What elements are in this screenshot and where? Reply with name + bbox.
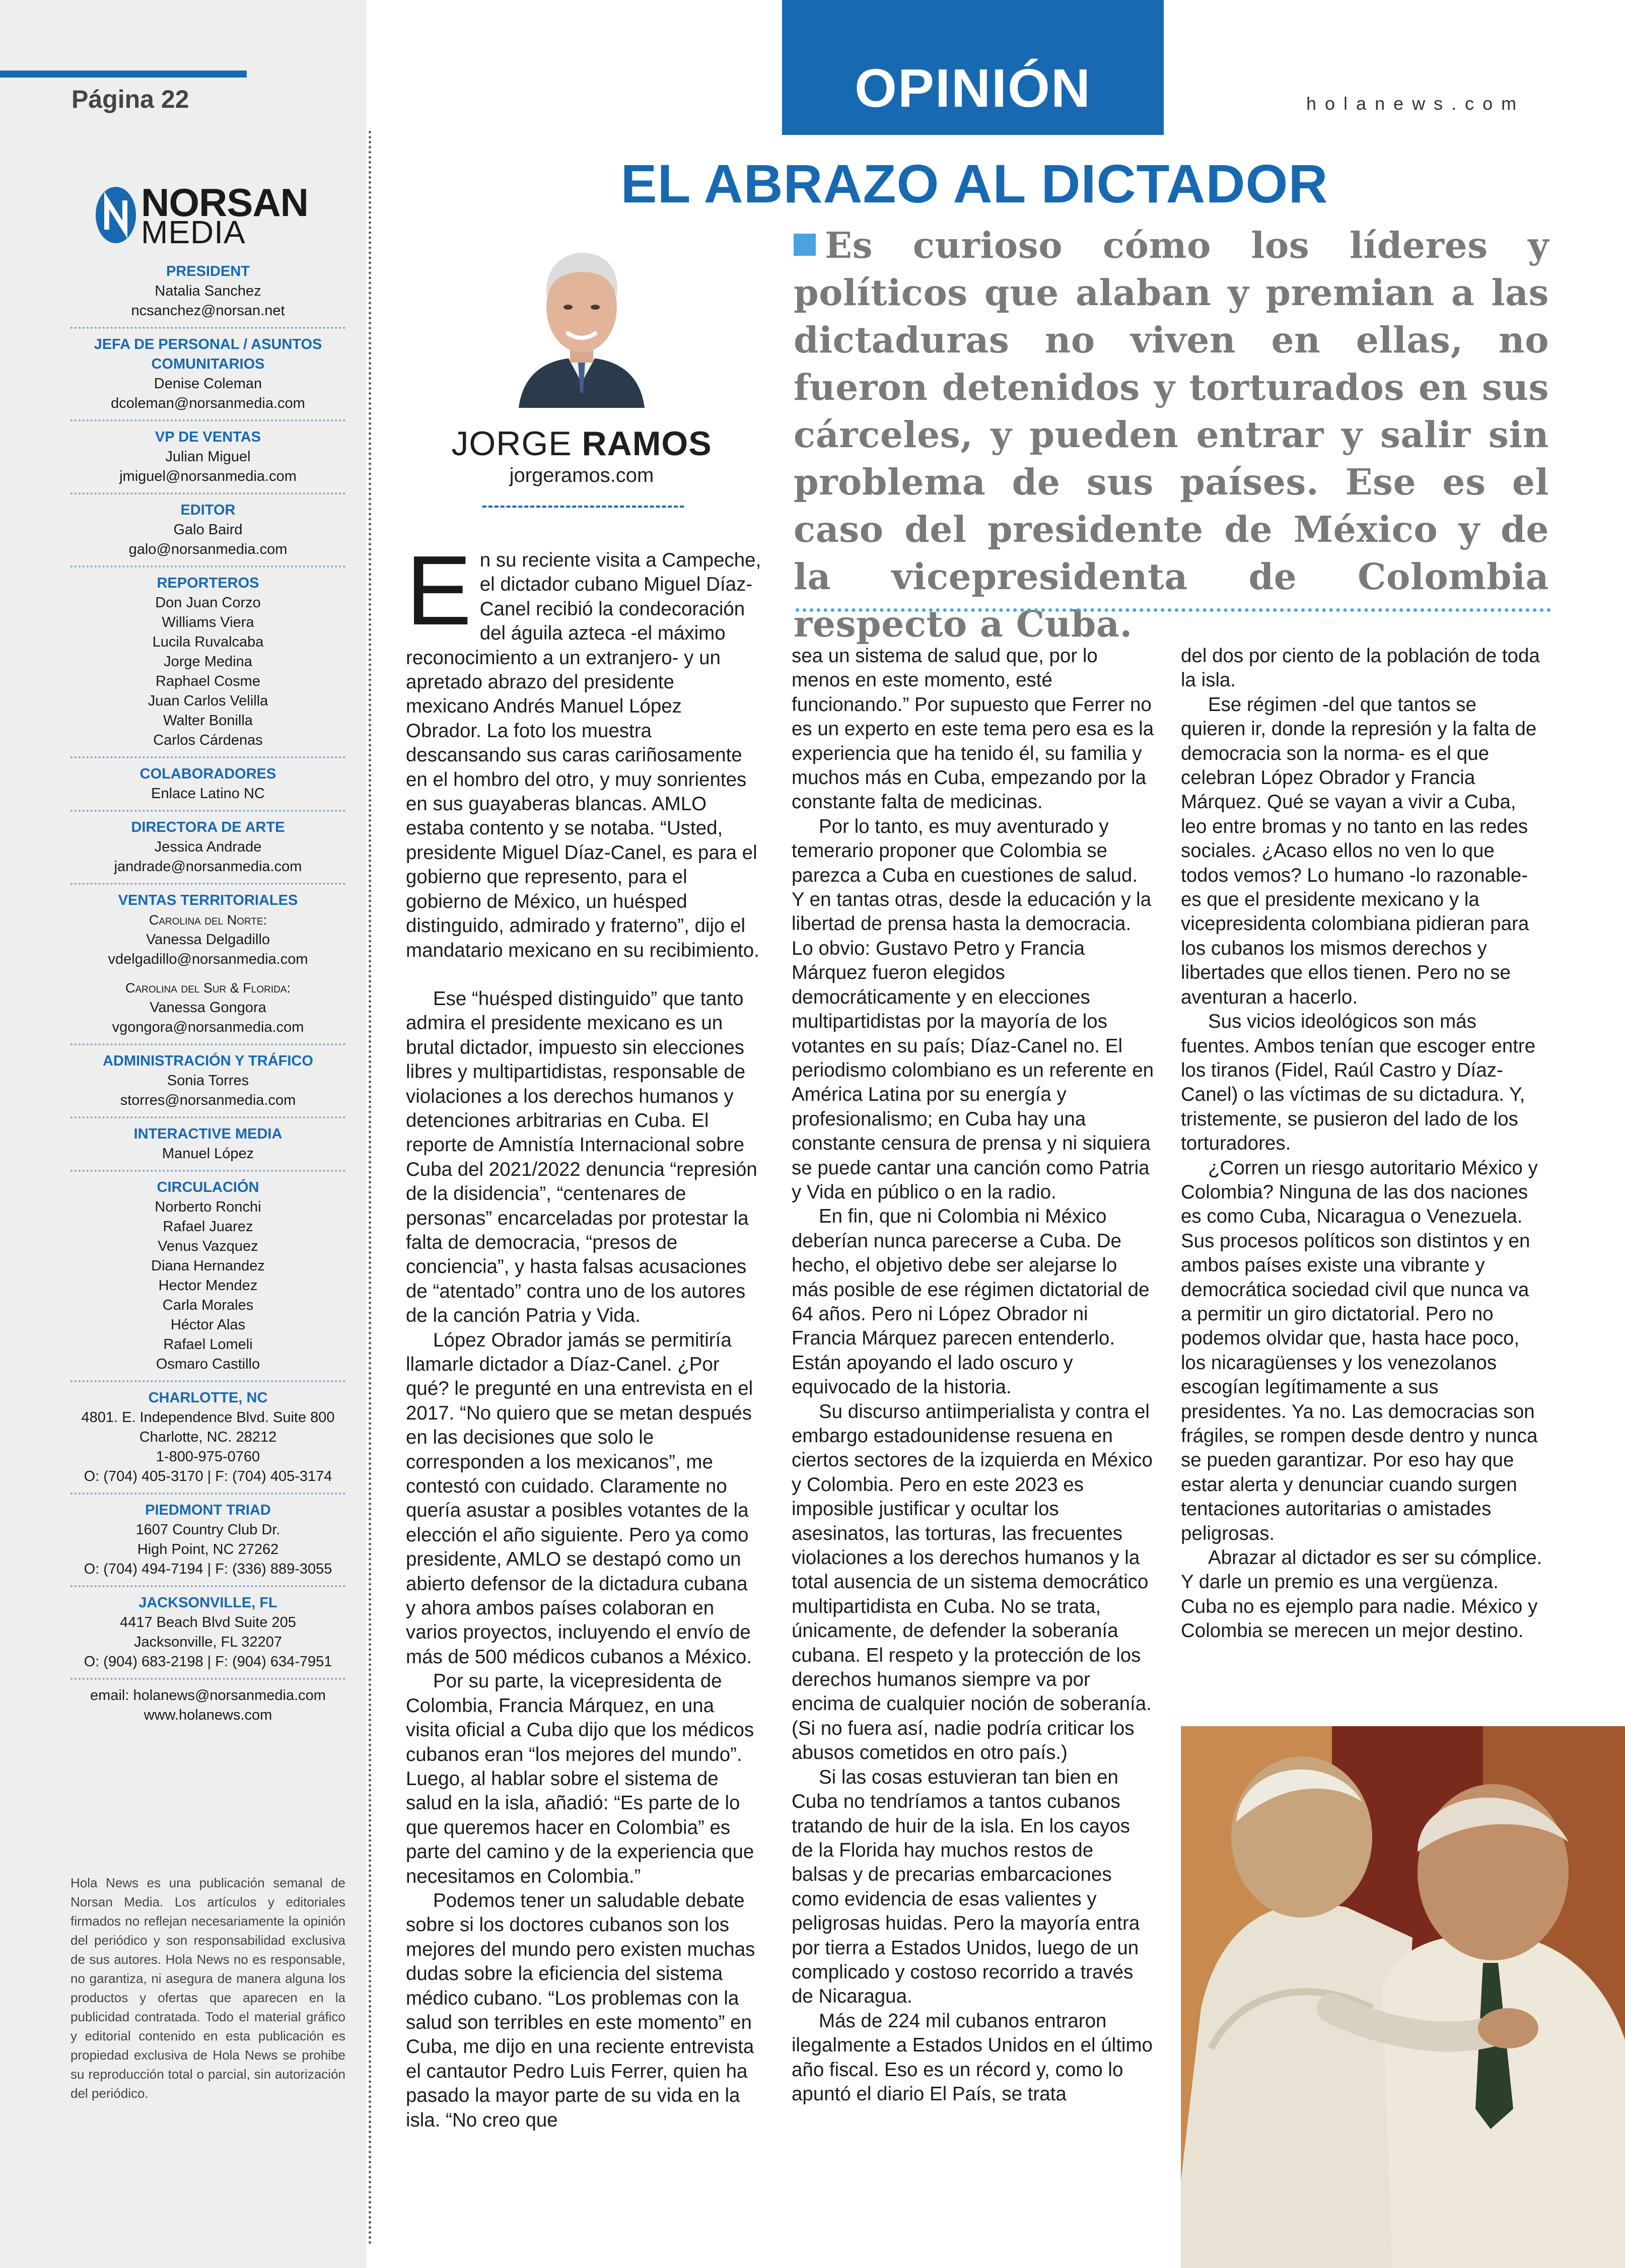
- masthead-line: Manuel López: [162, 1146, 254, 1162]
- masthead-separator: [70, 327, 345, 329]
- masthead-line: 4801. E. Independence Blvd. Suite 800: [81, 1409, 335, 1426]
- pull-quote-square-icon: [794, 234, 816, 256]
- masthead-separator: [70, 1585, 345, 1587]
- masthead-heading: JACKSONVILLE, FL: [138, 1595, 277, 1611]
- masthead-line: High Point, NC 27262: [137, 1541, 279, 1557]
- masthead-line: Carlos Cárdenas: [153, 732, 263, 748]
- article-column-1: [406, 535, 761, 2133]
- masthead-separator: [70, 1493, 345, 1495]
- masthead-line: Julian Miguel: [165, 449, 251, 465]
- masthead-line: 1607 Country Club Dr.: [135, 1522, 280, 1538]
- author-name: [433, 424, 730, 463]
- article-paragraph: Sus vicios ideológicos son más fuentes. Ambos tenían que escoger entre los tiranos (Fidel, Raúl Castro y Díaz-Canel) o las víctimas de su dictadura. Y, tristemente, se pusieron del lado de los torturadores.: [1181, 1011, 1536, 1155]
- drop-cap: E: [406, 535, 472, 646]
- article-paragraph: Ese régimen -del que tantos se quieren ir, donde la represión y la falta de democracia son la norma- es el que celebran López Obrador y Francia Márquez. Qué se vayan a vivir a Cuba, leo entre bromas y no tanto en las redes sociales. ¿Acaso ellos no ven lo que todos vemos? Lo humano -lo razonable- es que el presidente mexicano y la vicepresidenta colombiana pidieran para los cubanos los mismos derechos y libertades que ellos tienen. Pero no se aventuran a hacerlo.: [1181, 693, 1537, 1008]
- masthead-separator: [70, 1170, 345, 1172]
- masthead-line: Carolina del Sur & Florida:: [125, 980, 291, 996]
- masthead-line: Rafael Juarez: [163, 1219, 253, 1235]
- author-last-name: RAMOS: [582, 424, 712, 463]
- article-paragraph: Podemos tener un saludable debate sobre si los doctores cubanos son los mejores del mundo pero existen muchas dudas sobre la eficiencia del sistema médico cubano. “Los problemas con la salud son terribles en este momento” en Cuba, me dijo en una reciente entrevista el cantautor Pedro Luis Ferrer, quien ha pasado la mayor parte de su vida en la isla. “No creo que: [406, 1889, 755, 2131]
- masthead-heading: PRESIDENT: [166, 263, 250, 279]
- masthead-line: Charlotte, NC. 28212: [139, 1429, 277, 1445]
- masthead-line: vgongora@norsanmedia.com: [112, 1019, 304, 1035]
- masthead-line: Lucila Ruvalcaba: [152, 634, 264, 650]
- masthead-separator: [70, 1043, 345, 1045]
- article-paragraph: sea un sistema de salud que, por lo menos en este momento, esté funcionando.” Por supuesto que Ferrer no es un experto en este tema pero esa es la experiencia que ha tenido él, su familia y muchos más en Cuba, empezando por la constante falta de medicinas.: [792, 645, 1154, 813]
- masthead-line: Jessica Andrade: [154, 839, 262, 855]
- masthead-line: Jorge Medina: [164, 654, 252, 670]
- masthead-separator: [70, 565, 345, 568]
- author-photo: [509, 232, 655, 408]
- masthead-line: Hector Mendez: [158, 1278, 258, 1294]
- masthead-line: dcoleman@norsanmedia.com: [111, 395, 305, 411]
- sidebar-divider: [369, 131, 371, 2246]
- article-paragraph-text: n su reciente visita a Campeche, el dictador cubano Miguel Díaz-Canel recibió la condecoración del águila azteca -el máximo reconocimiento a un extranjero- y un apretado abrazo del presidente mexicano Andrés Manuel López Obrador. La foto los muestra descansando sus caras cariñosamente en el hombro del otro, y muy sonrientes en sus guayaberas blancas. AMLO estaba contento y se notaba. “Usted, presidente Miguel Díaz-Canel, es para el gobierno que represento, para el gobierno de México, un huésped distinguido, admirado y fraterno”, dijo el mandatario mexicano en su recibimiento.: [406, 549, 761, 961]
- article-paragraph: ¿Corren un riesgo autoritario México y Colombia? Ninguna de las dos naciones es como Cuba, Nicaragua o Venezuela. Sus procesos políticos son distintos y en ambos países existe una vibrante y democrática sociedad civil que nunca va a permitir un giro dictatorial. Pero no podemos olvidar que, hasta hace poco, los nicaragüenses y los venezolanos escogían legítimamente a sus presidentes. Ya no. Las democracias son frágiles, se rompen desde dentro y nunca se pueden garantizar. Por eso hay que estar alerta y denunciar cuando surgen tentaciones autoritarias o amistades peligrosas.: [1181, 1157, 1538, 1544]
- masthead-line: email: holanews@norsanmedia.com: [90, 1687, 326, 1704]
- site-url: holanews.com: [1306, 93, 1525, 114]
- masthead-line: Williams Viera: [162, 614, 254, 630]
- article-paragraph: En fin, que ni Colombia ni México deberían nunca parecerse a Cuba. De hecho, el objetivo debe ser alejarse lo más posible de ese régimen dictatorial de 64 años. Pero ni López Obrador ni Francia Márquez parecen entenderlo. Están apoyando el lado oscuro y equivocado de la historia.: [792, 1206, 1150, 1398]
- article-paragraph: del dos por ciento de la población de toda la isla.: [1181, 645, 1540, 691]
- article-paragraph: Más de 224 mil cubanos entraron ilegalmente a Estados Unidos en el último año fiscal. Eso es un récord y, como lo apuntó el diario El País, se trata: [792, 2010, 1153, 2105]
- masthead-line: Enlace Latino NC: [151, 786, 265, 802]
- article-paragraph: Por lo tanto, es muy aventurado y temerario proponer que Colombia se parezca a Cuba en cuestiones de salud. Y en tantas otras, desde la educación y la libertad de prensa hasta la democracia. Lo obvio: Gustavo Petro y Francia Márquez fueron elegidos democráticamente y en elecciones multipartidistas por la mayoría de los votantes en su país; Díaz-Canel no. El periodismo colombiano es un referente en América Latina por su energía y profesionalismo; en Cuba hay una constante censura de prensa y ni siquiera se puede cantar una canción como Patria y Vida en público o en la radio.: [792, 815, 1154, 1203]
- masthead-line: www.holanews.com: [144, 1707, 272, 1723]
- masthead-separator: [70, 419, 345, 421]
- masthead-separator: [70, 1116, 345, 1118]
- masthead-line: Carla Morales: [162, 1297, 254, 1313]
- author-website: jorgeramos.com: [509, 464, 654, 486]
- norsan-media-logo: [95, 182, 331, 248]
- masthead-heading: VP DE VENTAS: [155, 429, 261, 445]
- masthead-line: Vanessa Gongora: [150, 1000, 266, 1016]
- masthead-line: Osmaro Castillo: [156, 1356, 260, 1372]
- masthead-line: Natalia Sanchez: [155, 283, 261, 299]
- masthead-heading: ADMINISTRACIÓN Y TRÁFICO: [103, 1053, 313, 1069]
- masthead-line: 4417 Beach Blvd Suite 205: [120, 1614, 296, 1631]
- masthead-line: 1-800-975-0760: [156, 1449, 260, 1465]
- article-paragraph: [406, 535, 761, 963]
- masthead-line: Juan Carlos Velilla: [148, 693, 268, 709]
- masthead-line: Don Juan Corzo: [155, 595, 261, 611]
- masthead-line: Carolina del Norte:: [149, 912, 267, 928]
- masthead-heading: VENTAS TERRITORIALES: [118, 892, 298, 908]
- article-headline: EL ABRAZO AL DICTADOR: [620, 153, 1328, 214]
- masthead-line: O: (704) 405-3170 | F: (704) 405-3174: [84, 1468, 332, 1484]
- masthead-heading: COLABORADORES: [139, 766, 276, 782]
- article-paragraph: Ese “huésped distinguido” que tanto admira el presidente mexicano es un brutal dictador, impuesto sin elecciones libres y multipartidistas, responsable de violaciones a los derechos humanos y detenciones arbitrarias en Cuba. El reporte de Amnistía Internacional sobre Cuba del 2021/2022 denuncia “represión de la disidencia”, “centenares de personas” encarceladas por protestar la falta de democracia, “presos de conciencia”, y hasta falsas acusaciones de “atentado” contra uno de los autores de la canción Patria y Vida.: [406, 987, 757, 1327]
- masthead-line: O: (704) 494-7194 | F: (336) 889-3055: [84, 1561, 332, 1577]
- author-divider: [482, 506, 684, 508]
- publication-disclaimer: Hola News es una publicación semanal de Norsan Media. Los artículos y editoriales firmados no reflejan necesariamente la opinión del periódico y son responsabilidad exclusiva de sus autores. Hola News no es responsable, no garantiza, ni asegura de manera alguna los productos y ofertas que aparecen en la publicidad contratada. Todo el material gráfico y editorial contenido en esta publicación es propiedad exclusiva de Hola News se prohibe su reproducción total o parcial, sin autorización del periódico.: [70, 1875, 345, 2101]
- masthead-line: O: (904) 683-2198 | F: (904) 634-7951: [84, 1654, 332, 1670]
- article-column-3: [1181, 644, 1543, 1644]
- section-banner: [782, 0, 1164, 135]
- masthead-line: Sonia Torres: [167, 1073, 249, 1089]
- norsan-logo-icon: [95, 185, 137, 245]
- masthead-heading: EDITOR: [180, 502, 236, 518]
- masthead-separator: [70, 1678, 345, 1680]
- pull-quote: [794, 222, 1549, 648]
- article-paragraph: Por su parte, la vicepresidenta de Colombia, Francia Márquez, en una visita oficial a Cuba dijo que los médicos cubanos eran “los mejores del mundo”. Luego, al hablar sobre el sistema de salud en la isla, añadió: “Es parte de lo que queremos hacer en Colombia” es parte del camino y de la experiencia que necesitamos en Colombia.”: [406, 1670, 754, 1887]
- masthead-line: Walter Bonilla: [163, 713, 253, 729]
- section-title: OPINIÓN: [854, 57, 1092, 118]
- logo-word-norsan: NORSAN: [141, 180, 309, 225]
- masthead-heading: CHARLOTTE, NC: [148, 1390, 268, 1406]
- pull-quote-divider: [796, 608, 1551, 612]
- masthead-heading: INTERACTIVE MEDIA: [133, 1126, 282, 1142]
- logo-word-media: MEDIA: [141, 214, 246, 250]
- masthead-line: Galo Baird: [173, 522, 243, 538]
- masthead-line: Venus Vazquez: [158, 1238, 258, 1254]
- masthead-line: Héctor Alas: [170, 1317, 246, 1333]
- masthead-line: Denise Coleman: [154, 376, 262, 392]
- sidebar-masthead: [0, 0, 367, 2268]
- masthead-separator: [70, 1380, 345, 1382]
- masthead-gap: [70, 969, 345, 978]
- article-paragraph: López Obrador jamás se permitiría llamarle dictador a Díaz-Canel. ¿Por qué? le pregunté en una entrevista en el 2017. “No quiero que se metan después en las decisiones que solo le corresponden a los mexicanos”, me contestó con cuidado. Claramente no quería asustar a posibles votantes de la elección el año siguiente. Pero ya como presidente, AMLO se destapó como un abierto defensor de la dictadura cubana y ahora ambos países colaboran en varios proyectos, incluyendo el envío de más de 500 médicos cubanos a México.: [406, 1329, 753, 1668]
- masthead-line: Rafael Lomeli: [163, 1336, 253, 1353]
- masthead-line: Jacksonville, FL 32207: [134, 1634, 282, 1650]
- masthead-line: ncsanchez@norsan.net: [131, 303, 285, 319]
- masthead-line: storres@norsanmedia.com: [120, 1092, 296, 1108]
- masthead-heading: DIRECTORA DE ARTE: [131, 819, 285, 835]
- masthead-separator: [70, 883, 345, 885]
- article-column-2: [792, 644, 1154, 2106]
- masthead-heading: JEFA DE PERSONAL / ASUNTOS COMUNITARIOS: [94, 336, 322, 372]
- article-paragraph: Si las cosas estuvieran tan bien en Cuba no tendríamos a tantos cubanos tratando de huir de la isla. En los cayos de la Florida hay muchos restos de balsas y de precarias embarcaciones como evidencia de esas valientes y peligrosas huidas. Pero la mayoría entra por tierra a Estados Unidos, luego de un complicado y costoso recorrido a través de Nicaragua.: [792, 1766, 1140, 2008]
- article-paragraph: Su discurso antiimperialista y contra el embargo estadounidense resuena en ciertos sectores de la izquierda en México y Colombia. Pero en este 2023 es imposible justificar y ocultar los asesinatos, las torturas, las frecuentes violaciones a los derechos humanos y la total ausencia de un sistema democrático multipartidista en Cuba. No se trata, únicamente, de defender la soberanía cubana. El respeto y la protección de los derechos humanos siempre va por encima de cualquier noción de soberanía. (Si no fuera así, nadie podría criticar los abusos cometidos en otro país.): [792, 1400, 1153, 1764]
- pull-quote-text: Es curioso cómo los líderes y políticos que alaban y premian a las dictaduras no viven en ellas, no fueron detenidos y torturados en sus cárceles, y pueden entrar y salir sin problema de sus países. Ese es el caso del presidente de México y de la vicepresidenta de Colombia respecto a Cuba.: [794, 224, 1549, 645]
- masthead-line: galo@norsanmedia.com: [128, 541, 288, 557]
- masthead-separator: [70, 810, 345, 812]
- author-first-name: JORGE: [451, 424, 582, 463]
- masthead-line: Raphael Cosme: [156, 673, 260, 689]
- sidebar-accent-bar: [0, 70, 247, 78]
- masthead-heading: REPORTEROS: [157, 575, 259, 591]
- paragraph-spacer: [406, 963, 761, 987]
- article-paragraph: Abrazar al dictador es ser su cómplice. Y darle un premio es una vergüenza. Cuba no es ejemplo para nadie. México y Colombia se merecen un mejor destino.: [1181, 1547, 1542, 1642]
- masthead-heading: CIRCULACIÓN: [157, 1179, 259, 1195]
- masthead-line: jmiguel@norsanmedia.com: [119, 468, 297, 484]
- masthead-line: Vanessa Delgadillo: [146, 932, 270, 948]
- masthead-line: Diana Hernandez: [151, 1258, 265, 1274]
- masthead-line: jandrade@norsanmedia.com: [114, 859, 302, 875]
- masthead-heading: PIEDMONT TRIAD: [145, 1502, 271, 1518]
- page-number: Página 22: [72, 85, 189, 113]
- masthead-separator: [70, 756, 345, 758]
- embrace-illustration: [1181, 1726, 1625, 2268]
- masthead-line: vdelgadillo@norsanmedia.com: [108, 951, 308, 967]
- masthead-separator: [70, 492, 345, 494]
- masthead-line: Norberto Ronchi: [155, 1199, 261, 1215]
- masthead-directory: [70, 262, 345, 1725]
